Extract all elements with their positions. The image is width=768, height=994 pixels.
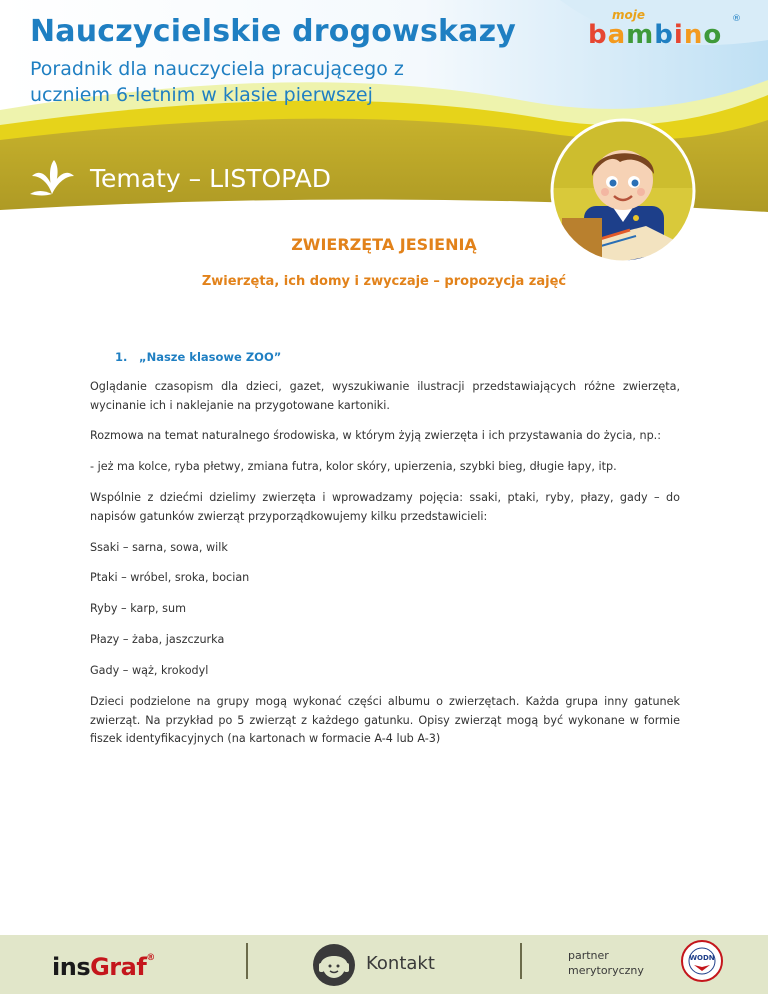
topic-label: Tematy – LISTOPAD xyxy=(90,163,332,193)
moje-bambino-logo xyxy=(584,8,744,52)
list-item-number: 1. xyxy=(115,350,128,364)
section-subheading: Zwierzęta, ich domy i zwyczaje – propozycja zajęć xyxy=(201,274,567,289)
page-footer xyxy=(0,935,768,994)
page-subtitle: Poradnik dla nauczyciela pracującego z uczniem 6-letnim w klasie pierwszej xyxy=(30,58,404,106)
leaf-icon xyxy=(30,160,76,196)
paragraph: Oglądanie czasopism dla dzieci, gazet, wyszukiwanie ilustracji przedstawiających różne zwierzęta, wycinanie ich i naklejanie na przygotowane kartoniki. xyxy=(90,380,680,412)
logo-moje: moje xyxy=(612,8,645,22)
kontakt-link[interactable]: Kontakt xyxy=(366,953,435,974)
insgraf-logo-ins: ins xyxy=(52,953,91,981)
footer-divider xyxy=(520,943,522,979)
paragraph: Płazy – żaba, jaszczurka xyxy=(90,633,225,647)
insgraf-registered-mark: ® xyxy=(146,953,155,963)
insgraf-logo[interactable] xyxy=(52,953,155,981)
paragraph: Dzieci podzielone na grupy mogą wykonać części albumu o zwierzętach. Każda grupa inny gatunek zwierząt. Na przykład po 5 zwierząt z każdego gatunku. Opisy zwierząt mogą być wykonane w formie fiszek identyfikacyjnych (na kartonach w formacie A-4 lub A-3) xyxy=(90,695,680,746)
paragraph: Ssaki – sarna, sowa, wilk xyxy=(90,540,228,554)
insgraf-logo-graf: Graf xyxy=(90,953,147,981)
logo-registered-mark: ® xyxy=(732,14,741,24)
partner-label-line: merytoryczny xyxy=(568,964,644,977)
paragraph: Ptaki – wróbel, sroka, bocian xyxy=(90,571,250,585)
topic-bar xyxy=(30,158,331,198)
list-item-heading xyxy=(115,350,281,364)
logo-bambino: bambino xyxy=(588,20,723,50)
partner-label-line: partner xyxy=(568,949,609,962)
paragraph: Rozmowa na temat naturalnego środowiska, w którym żyją zwierzęta i ich przystawania do życia, np.: xyxy=(90,429,661,443)
page-title: Nauczycielskie drogowskazy xyxy=(30,14,517,49)
paragraph: - jeż ma kolce, ryba płetwy, zmiana futra, kolor skóry, upierzenia, szybki bieg, długie łapy, itp. xyxy=(90,460,617,474)
wodn-seal-logo[interactable] xyxy=(680,939,724,983)
paragraph: Gady – wąż, krokodyl xyxy=(90,664,209,678)
footer-divider xyxy=(246,943,248,979)
partner-label xyxy=(568,948,644,978)
list-item-title: „Nasze klasowe ZOO” xyxy=(139,350,282,364)
paragraph: Wspólnie z dziećmi dzielimy zwierzęta i wprowadzamy pojęcia: ssaki, ptaki, ryby, płazy, gady – do napisów gatunków zwierząt przyporządkowujemy kilku przedstawicieli: xyxy=(90,491,680,523)
body-text xyxy=(90,378,680,761)
headset-contact-icon[interactable] xyxy=(312,943,356,987)
section-heading: ZWIERZĘTA JESIENIĄ xyxy=(291,235,477,254)
paragraph: Ryby – karp, sum xyxy=(90,602,186,616)
wodn-label: WODN xyxy=(689,954,715,962)
